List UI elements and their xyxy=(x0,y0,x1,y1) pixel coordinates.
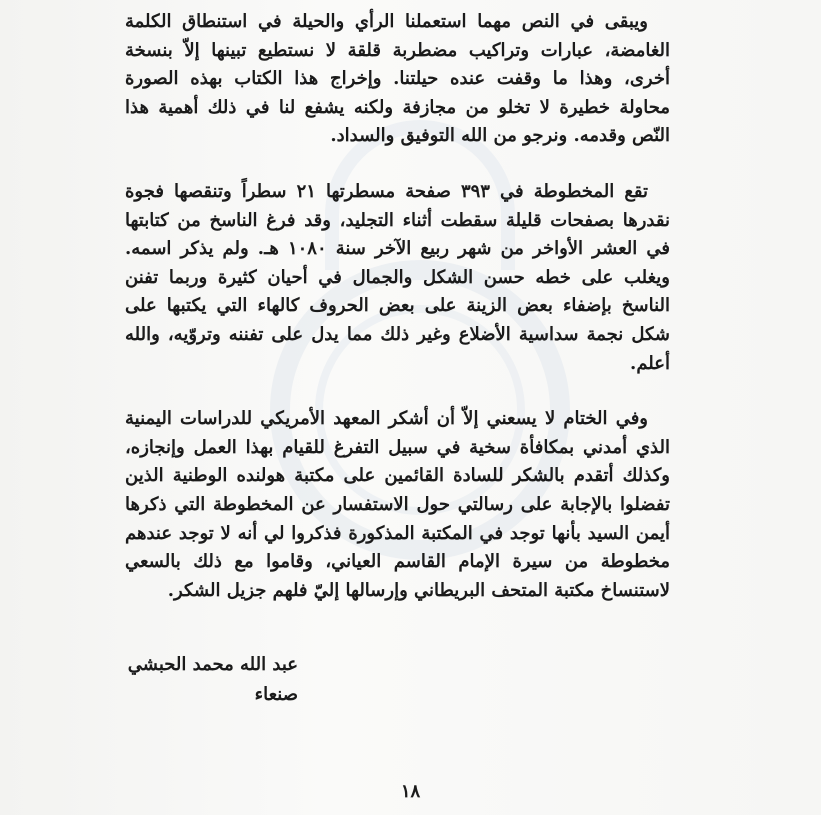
author-place: صنعاء xyxy=(254,684,298,705)
paragraph-manuscript-description: تقع المخطوطة في ٣٩٣ صفحة مسطرتها ٢١ سطراً وتنقصها فجوة نقدرها بصفحات قليلة سقطت أثناء التجليد، وقد فرغ الناسخ من كتابتها في العشر الأواخر من شهر ربيع الآخر سنة ١٠٨٠ هـ. ولم يذكر اسمه. ويغلب على خطه حسن الشكل والجمال في أحيان كثيرة وربما تفنن الناسخ بإضفاء بعض الزينة على بعض الحروف كالهاء التي يكتبها على شكل نجمة سداسية الأضلاع وغير ذلك مما يدل على تفننه وتروّيه، والله أعلم. xyxy=(125,180,670,374)
author-signature xyxy=(128,650,298,710)
paragraph-editorial-note: ويبقى في النص مهما استعملنا الرأي والحيلة في استنطاق الكلمة الغامضة، عبارات وتراكيب مضطربة قلقة لا نستطيع تبينها إلاّ بنسخة أخرى، وهذا ما وقفت عنده حيلتنا. وإخراج هذا الكتاب بهذه الصورة محاولة خطيرة لا تخلو من مجازفة ولكنه يشفع لنا في ذلك أهمية هذا النّص وقدمه. ونرجو من الله التوفيق والسداد. xyxy=(125,11,670,147)
main-text-block xyxy=(125,8,670,605)
author-name: عبد الله محمد الحبشي xyxy=(127,654,298,675)
paragraph-acknowledgements: وفي الختام لا يسعني إلاّ أن أشكر المعهد الأمريكي للدراسات اليمنية الذي أمدني بمكافأة سخية في سبيل التفرغ للقيام بهذا العمل وإنجازه، وكذلك أتقدم بالشكر للسادة القائمين على مكتبة هولنده الوطنية الذين تفضلوا بالإجابة على رسالتي حول الاستفسار عن المخطوطة التي ذكرها أيمن السيد بأنها توجد في المكتبة المذكورة فذكروا لي أنه لا توجد عندهم مخطوطة من سيرة الإمام القاسم العياني، وقاموا مع ذلك بالسعي لاستنساخ مكتبة المتحف البريطاني وإرسالها إليّ فلهم جزيل الشكر. xyxy=(125,408,670,601)
page-number: ١٨ xyxy=(400,781,421,802)
